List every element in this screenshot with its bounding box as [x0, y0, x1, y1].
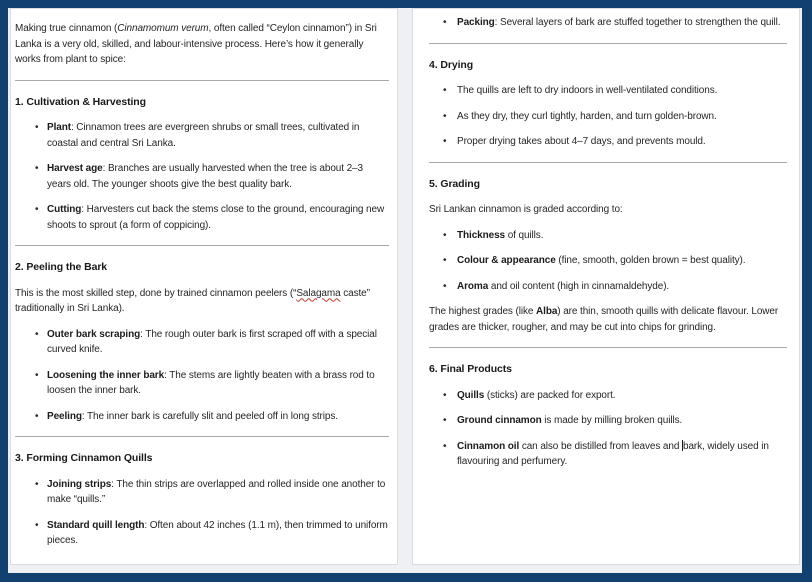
peeling-list [15, 327, 389, 425]
list-item[interactable] [15, 327, 389, 358]
bullet-text: : Harvesters cut back the stems close to the ground, encouraging new shoots to sprout (a form of coppicing). [47, 204, 385, 231]
list-item[interactable] [15, 409, 389, 425]
page-column-right[interactable] [412, 8, 800, 565]
peeling-intro-paragraph[interactable] [15, 286, 389, 317]
paragraph-text-pre: This is the most skilled step, done by trained cinnamon peelers (“ [15, 287, 297, 299]
list-item[interactable] [429, 15, 787, 31]
bullet-text: : The thin strips are overlapped and rolled inside one another to make “quills.” [47, 478, 386, 505]
page-column-left[interactable] [10, 8, 398, 565]
bullet-lead-bold: Packing [457, 17, 495, 28]
bullet-text: As they dry, they curl tightly, harden, and turn golden-brown. [457, 110, 717, 122]
paragraph-text-pre: The highest grades (like [429, 306, 537, 317]
bullet-lead-bold: Joining strips [47, 478, 112, 490]
list-item[interactable] [15, 161, 389, 192]
bullet-lead-bold: Cutting [47, 204, 82, 215]
section-divider [429, 347, 787, 348]
bullet-lead-bold: Ground cinnamon [457, 415, 542, 426]
final-products-list [429, 388, 787, 470]
section-divider [15, 245, 389, 246]
list-item[interactable] [429, 439, 787, 470]
section-heading-final-products[interactable]: 6. Final Products [429, 363, 512, 375]
bullet-lead-bold: Cinnamon oil [457, 440, 520, 452]
list-item[interactable] [429, 253, 787, 269]
list-item[interactable] [15, 202, 389, 233]
bullet-text: of quills. [505, 229, 544, 241]
grade-name-bold: Alba [536, 306, 558, 317]
list-item[interactable] [429, 228, 787, 244]
bullet-lead-bold: Colour & appearance [457, 255, 556, 266]
section-divider [429, 162, 787, 163]
bullet-text: can also be distilled from leaves and [519, 440, 682, 452]
bullet-text: : Branches are usually harvested when the tree is about 2–3 years old. The younger shoots give the best quality bark. [47, 163, 363, 190]
list-item[interactable] [15, 368, 389, 399]
bullet-text: : Cinnamon trees are evergreen shrubs or small trees, cultivated in coastal and central Sri Lanka. [47, 122, 360, 149]
section-heading-peeling[interactable]: 2. Peeling the Bark [15, 261, 108, 273]
drying-list [429, 83, 787, 150]
section-heading-forming-quills[interactable]: 3. Forming Cinnamon Quills [15, 452, 153, 464]
intro-text-post: , often called “Ceylon cinnamon”) in Sri Lanka is a very old, skilled, and labour-intensive process. Here’s how it generally works from plant to spice: [15, 23, 377, 65]
list-item[interactable] [15, 518, 389, 549]
bullet-text: : Several layers of bark are stuffed together to strengthen the quill. [494, 17, 781, 28]
section-heading-grading[interactable]: 5. Grading [429, 177, 480, 190]
bullet-text: : The rough outer bark is first scraped off with a special curved knife. [47, 328, 377, 355]
bullet-text: The quills are left to dry indoors in well-ventilated conditions. [457, 85, 718, 96]
intro-text-pre: Making true cinnamon ( [15, 23, 118, 34]
bullet-text: and oil content (high in cinnamaldehyde). [488, 280, 670, 292]
bullet-lead-bold: Plant [47, 122, 71, 133]
grading-list [429, 228, 787, 295]
bullet-text: (sticks) are packed for export. [484, 389, 616, 401]
list-item[interactable] [429, 279, 787, 295]
bullet-lead-bold: Harvest age [47, 163, 103, 174]
section-heading-drying[interactable]: 4. Drying [429, 58, 474, 71]
grading-lead-paragraph[interactable]: Sri Lankan cinnamon is graded according to: [429, 204, 623, 215]
list-item[interactable] [429, 388, 787, 404]
section-divider [429, 43, 787, 44]
bullet-text: Proper drying takes about 4–7 days, and prevents mould. [457, 136, 706, 147]
paragraph-text-post: ) are thin, smooth quills with delicate flavour. Lower grades are thicker, rougher, and may be cut into chips for grinding. [429, 306, 779, 333]
bullet-lead-bold: Peeling [47, 410, 82, 422]
forming-quills-list-continued [429, 15, 787, 31]
forming-quills-list [15, 477, 389, 549]
bullet-lead-bold: Standard quill length [47, 519, 145, 531]
misspelled-word: Salagama [296, 287, 341, 299]
list-item[interactable] [15, 477, 389, 508]
bullet-lead-bold: Outer bark scraping [47, 328, 141, 340]
bullet-lead-bold: Loosening the inner bark [47, 369, 165, 381]
cultivation-list [15, 120, 389, 233]
bullet-lead-bold: Thickness [457, 229, 506, 241]
paragraph-text-post: caste” traditionally in Sri Lanka). [15, 287, 370, 314]
bullet-text: is made by milling broken quills. [541, 415, 683, 426]
section-divider [15, 436, 389, 437]
bullet-text: : Often about 42 inches (1.1 m), then trimmed to uniform pieces. [47, 519, 388, 546]
bullet-text: (fine, smooth, golden brown = best quality). [555, 255, 746, 266]
section-heading-cultivation[interactable]: 1. Cultivation & Harvesting [15, 95, 146, 108]
grading-summary-paragraph[interactable] [429, 304, 787, 335]
intro-paragraph[interactable] [15, 21, 389, 68]
list-item[interactable] [15, 120, 389, 151]
bullet-lead-bold: Aroma [457, 280, 489, 292]
botanical-name-italic: Cinnamomum verum [117, 23, 209, 34]
bullet-lead-bold: Quills [457, 389, 485, 401]
list-item[interactable] [429, 109, 787, 125]
bullet-text: : The stems are lightly beaten with a brass rod to loosen the inner bark. [47, 369, 375, 396]
list-item[interactable] [429, 134, 787, 150]
bullet-text: bark, widely used in flavouring and perfumery. [457, 440, 769, 467]
bullet-text: : The inner bark is carefully slit and peeled off in long strips. [81, 410, 338, 422]
section-divider [15, 80, 389, 81]
list-item[interactable] [429, 413, 787, 429]
list-item[interactable] [429, 83, 787, 99]
